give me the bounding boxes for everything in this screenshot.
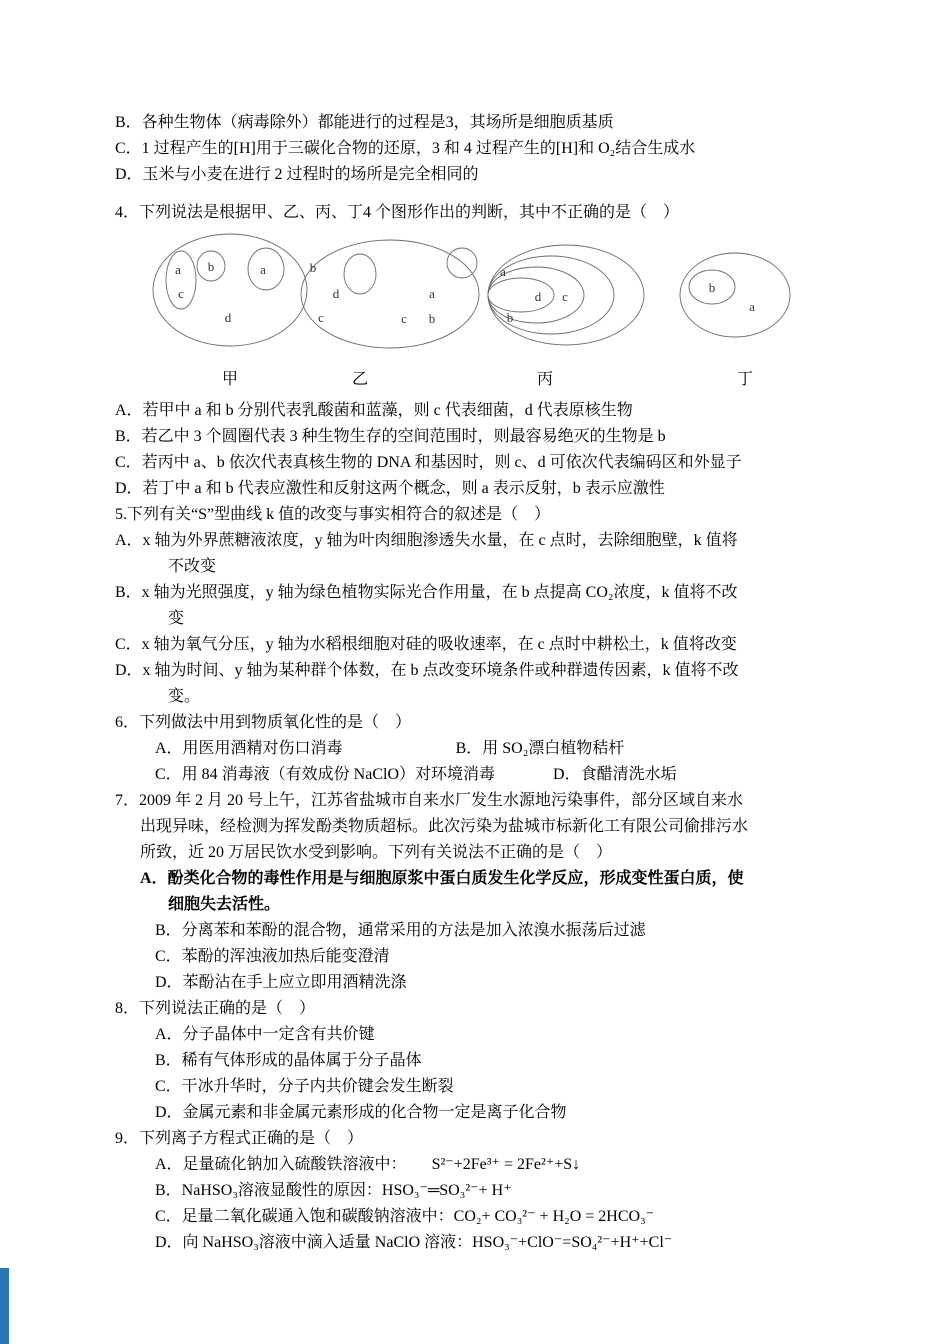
figure-caption-bing: 丙 bbox=[536, 371, 554, 388]
text-segment: A．足量硫化钠加入硫酸铁溶液中： bbox=[155, 1156, 407, 1173]
text-segment: 所致，近 20 万居民饮水受到影响。下列有关说法不正确的是（ ） bbox=[140, 844, 613, 861]
diagram-label: c bbox=[318, 310, 324, 325]
text-line bbox=[115, 200, 850, 226]
text-segment: 的是（ ） bbox=[599, 204, 680, 221]
text-line bbox=[115, 1230, 850, 1256]
figure-yi bbox=[248, 240, 479, 348]
text-line bbox=[115, 136, 850, 162]
text-segment: 5.下列有关“S”型曲线 k 值的改变与事实相符合的叙述是（ ） bbox=[115, 506, 551, 523]
text-line bbox=[115, 788, 850, 814]
text-segment: A．酚类化合物的毒性作用是与细胞原浆中蛋白质发生化学反应，形成变性蛋白质，使 bbox=[140, 870, 744, 887]
text-segment: A．用医用酒精对伤口消毒 bbox=[155, 740, 343, 757]
small-circle bbox=[447, 248, 477, 278]
text-line bbox=[115, 110, 850, 136]
text-segment: D．x 轴为时间、y 轴为某种群个体数，在 b 点改变环境条件或种群遗传因素，k 值将不改 bbox=[115, 662, 739, 679]
text-segment: 8．下列说法正确的是（ ） bbox=[115, 1000, 316, 1017]
figure-bing bbox=[488, 245, 644, 345]
text-segment: C．干冰升华时，分子内共价键会发生断裂 bbox=[155, 1078, 454, 1095]
diagram-label: d bbox=[224, 310, 232, 325]
text-line bbox=[115, 450, 850, 476]
text-segment: C．1 过程产生的[H]用于三碳化合物的还原，3 和 4 过程产生的[H]和 O₂结合生成水 bbox=[115, 140, 696, 157]
small-ellipse bbox=[248, 248, 284, 290]
text-line bbox=[115, 528, 850, 554]
text-line bbox=[115, 476, 850, 502]
text-line bbox=[115, 1100, 850, 1126]
diagram-label: d bbox=[534, 289, 542, 304]
text-segment: 变。 bbox=[168, 688, 201, 705]
question-text-block-top bbox=[115, 110, 850, 226]
text-line bbox=[115, 502, 850, 528]
text-segment: 细胞失去活性。 bbox=[168, 896, 281, 913]
text-segment: D．向 NaHSO₃溶液中滴入适量 NaClO 溶液：HSO₃⁻+ClO⁻=SO₄²⁻+H⁺+Cl⁻ bbox=[155, 1234, 673, 1251]
outer-ellipse bbox=[153, 234, 307, 346]
figure-ding bbox=[680, 253, 790, 337]
text-segment: B．各种生物体（病毒除外）都能进行的过程是3，其场所是细胞质基质 bbox=[115, 114, 614, 131]
text-line bbox=[115, 918, 850, 944]
text-segment: B．NaHSO₃溶液显酸性的原因：HSO₃⁻═SO₃²⁻+ H⁺ bbox=[155, 1182, 512, 1199]
text-segment: A．x 轴为外界蔗糖液浓度，y 轴为叶肉细胞渗透失水量，在 c 点时，去除细胞壁，k 值将 bbox=[115, 532, 738, 549]
text-line bbox=[115, 424, 850, 450]
text-line bbox=[115, 840, 850, 866]
diagram-label: b bbox=[708, 280, 716, 295]
text-segment: C．若丙中 a、b 依次代表真核生物的 DNA 和基因时，则 c、d 可依次代表编码区和外显子 bbox=[115, 454, 742, 471]
diagram-label: b bbox=[309, 260, 317, 275]
text-line bbox=[115, 554, 850, 580]
text-segment: 变 bbox=[168, 610, 185, 627]
text-line bbox=[115, 1074, 850, 1100]
figure-caption-jia: 甲 bbox=[221, 371, 239, 388]
diagram-label: a bbox=[429, 286, 435, 301]
text-line bbox=[115, 658, 850, 684]
text-segment: D．金属元素和非金属元素形成的化合物一定是离子化合物 bbox=[155, 1104, 567, 1121]
text-segment: A．若甲中 a 和 b 分别代表乳酸菌和蓝藻，则 c 代表细菌，d 代表原核生物 bbox=[115, 402, 633, 419]
diagram-label: b bbox=[207, 259, 215, 274]
figure-caption-yi: 乙 bbox=[351, 371, 369, 388]
text-line bbox=[115, 944, 850, 970]
left-edge-blue-bar bbox=[0, 1268, 9, 1344]
text-line bbox=[115, 736, 850, 762]
text-segment: 6．下列做法中用到物质氧化性的是（ ） bbox=[115, 714, 412, 731]
diagram-label: c bbox=[178, 286, 184, 301]
text-segment: B．x 轴为光照强度，y 轴为绿色植物实际光合作用量，在 b 点提高 CO₂浓度，k 值将不改 bbox=[115, 584, 738, 601]
emphasized-text: 不正确 bbox=[551, 204, 600, 221]
text-line bbox=[115, 892, 850, 918]
text-line bbox=[115, 996, 850, 1022]
text-segment: 出现异味，经检测为挥发酚类物质超标。此次污染为盐城市标新化工有限公司偷排污水 bbox=[140, 818, 749, 835]
text-line bbox=[115, 710, 850, 736]
ring-ellipse bbox=[488, 278, 554, 312]
outer-ellipse bbox=[680, 253, 790, 337]
text-line bbox=[115, 580, 850, 606]
text-segment: 7．2009 年 2 月 20 号上午，江苏省盐城市自来水厂发生水源地污染事件，部分区域自来水 bbox=[115, 792, 744, 809]
text-segment: D．食醋清洗水垢 bbox=[553, 766, 677, 783]
text-segment: C．用 84 消毒液（有效成份 NaClO）对环境消毒 bbox=[155, 766, 496, 783]
text-segment: C．足量二氧化碳通入饱和碳酸钠溶液中：CO₂+ CO₃²⁻ + H₂O = 2HCO₃⁻ bbox=[155, 1208, 655, 1225]
text-line bbox=[115, 162, 850, 188]
text-segment: B．用 SO₂漂白植物秸杆 bbox=[455, 740, 625, 757]
text-segment: 9．下列离子方程式正确的是（ ） bbox=[115, 1130, 364, 1147]
diagram-label: a bbox=[500, 264, 506, 279]
text-segment: B．若乙中 3 个圆圈代表 3 种生物生存的空间范围时，则最容易绝灭的生物是 b bbox=[115, 428, 666, 445]
diagram-label: b bbox=[428, 311, 436, 326]
text-line bbox=[115, 684, 850, 710]
text-segment: S²⁻+2Fe³⁺ = 2Fe²⁺+S↓ bbox=[431, 1156, 581, 1173]
text-segment: D．玉米与小麦在进行 2 过程时的场所是完全相同的 bbox=[115, 166, 479, 183]
diagram-label: a bbox=[175, 262, 181, 277]
diagram-label: a bbox=[749, 299, 755, 314]
text-segment: D．苯酚沾在手上应立即用酒精洗涤 bbox=[155, 974, 407, 991]
diagram-label: c bbox=[401, 311, 407, 326]
text-segment: A．分子晶体中一定含有共价键 bbox=[155, 1026, 375, 1043]
figure-jia bbox=[153, 234, 307, 346]
text-line bbox=[115, 606, 850, 632]
text-line bbox=[115, 1022, 850, 1048]
text-line bbox=[115, 1152, 850, 1178]
text-line bbox=[115, 814, 850, 840]
text-line bbox=[115, 398, 850, 424]
outer-ellipse bbox=[301, 240, 479, 348]
text-line bbox=[115, 762, 850, 788]
text-segment: B．稀有气体形成的晶体属于分子晶体 bbox=[155, 1052, 422, 1069]
text-segment: C．x 轴为氧气分压，y 轴为水稻根细胞对硅的吸收速率，在 c 点时中耕松土，k 值将改变 bbox=[115, 636, 737, 653]
text-line bbox=[115, 1048, 850, 1074]
venn-figures-diagram bbox=[140, 230, 840, 392]
text-line bbox=[115, 1178, 850, 1204]
diagram-label: d bbox=[332, 286, 340, 301]
text-line bbox=[115, 970, 850, 996]
text-segment: B．分离苯和苯酚的混合物，通常采用的方法是加入浓溴水振荡后过滤 bbox=[155, 922, 646, 939]
diagram-label: c bbox=[562, 289, 568, 304]
diagram-label: a bbox=[260, 262, 266, 277]
text-segment: 不改变 bbox=[168, 558, 217, 575]
inner-ellipse bbox=[344, 254, 376, 294]
text-line bbox=[115, 1126, 850, 1152]
text-segment: D．若丁中 a 和 b 代表应激性和反射这两个概念，则 a 表示反射，b 表示应激性 bbox=[115, 480, 665, 497]
text-line bbox=[115, 632, 850, 658]
text-line bbox=[115, 1204, 850, 1230]
text-line bbox=[115, 866, 850, 892]
text-segment: 4．下列说法是根据甲、乙、丙、丁4 个图形作出的判断，其中 bbox=[115, 204, 552, 221]
question-text-block-bottom bbox=[115, 398, 850, 1256]
diagram-label: b bbox=[506, 310, 514, 325]
figure-caption-ding: 丁 bbox=[736, 371, 754, 388]
text-segment: C．苯酚的浑浊液加热后能变澄清 bbox=[155, 948, 390, 965]
